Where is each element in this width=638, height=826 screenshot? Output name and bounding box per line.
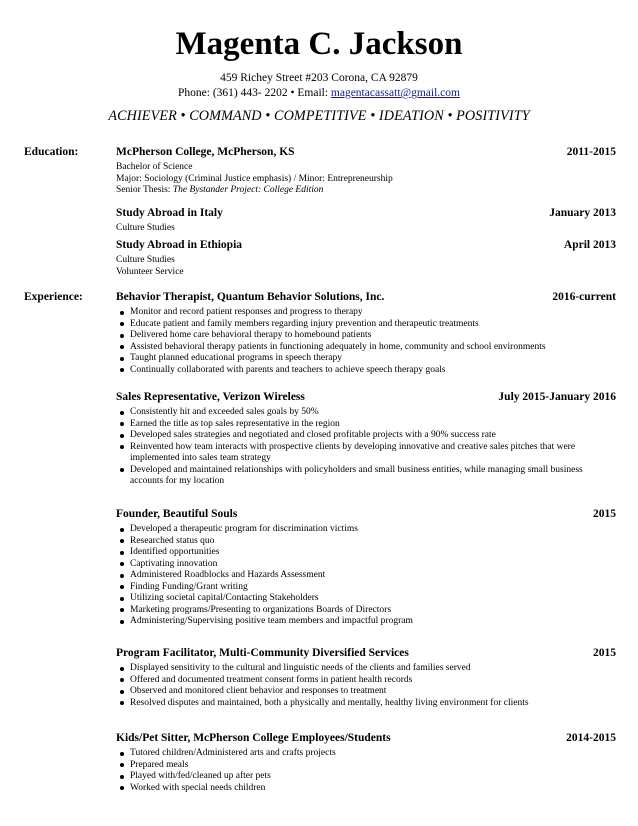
contact-phone: Phone: (361) 443- 2202 • Email: [178, 87, 331, 99]
entry-title: Program Facilitator, Multi-Community Diversified Services [116, 647, 409, 659]
bullet-item: Researched status quo [116, 536, 616, 548]
entry-date: 2015 [593, 647, 616, 659]
email-link[interactable]: magentacassatt@gmail.com [330, 87, 460, 99]
entry-title: Study Abroad in Italy [116, 207, 223, 219]
experience-entry [116, 731, 616, 794]
entry-date: 2016-current [552, 291, 616, 303]
contact-line [0, 86, 638, 101]
bullet-item: Reinvented how team interacts with prospective clients by developing innovative and creative sales pitches that were implemented into sales team strategy [116, 442, 616, 465]
entry-title: Study Abroad in Ethiopia [116, 239, 243, 251]
education-label: Education: [24, 146, 79, 158]
entry-line: Culture Studies [116, 255, 175, 265]
bullet-item: Consistently hit and exceeded sales goals by 50% [116, 407, 616, 419]
bullet-item: Played with/fed/cleaned up after pets [116, 771, 616, 783]
bullet-item: Marketing programs/Presenting to organizations Boards of Directors [116, 605, 616, 617]
entry-line: Bachelor of Science [116, 162, 193, 172]
bullet-item: Administered Roadblocks and Hazards Assessment [116, 570, 616, 582]
bullet-item: Delivered home care behavioral therapy to homebound patients [116, 330, 616, 342]
bullet-item: Developed sales strategies and negotiated and closed profitable projects with a 90% success rate [116, 430, 616, 442]
experience-entry [116, 390, 616, 488]
bullet-list [116, 307, 616, 376]
bullet-item: Captivating innovation [116, 559, 616, 571]
bullet-item: Tutored children/Administered arts and crafts projects [116, 748, 616, 760]
entry-line: Volunteer Service [116, 266, 184, 277]
bullet-list [116, 748, 616, 794]
bullet-item: Worked with special needs children [116, 783, 616, 795]
bullet-item: Assisted behavioral therapy patients in functioning adequately in home, community and school environments [116, 342, 616, 354]
bullet-item: Administering/Supervising positive team members and impactful program [116, 616, 616, 628]
bullet-item: Offered and documented treatment consent forms in patient health records [116, 675, 616, 687]
thesis-prefix: Senior Thesis: [116, 185, 173, 196]
bullet-item: Earned the title as top sales representative in the region [116, 419, 616, 431]
entry-date: January 2013 [549, 207, 616, 219]
bullet-item: Developed a therapeutic program for discrimination victims [116, 524, 616, 536]
bullet-list [116, 407, 616, 488]
entry-title: McPherson College, McPherson, KS [116, 146, 295, 158]
entry-title: Founder, Beautiful Souls [116, 508, 238, 520]
experience-entry [116, 646, 616, 709]
bullet-item: Educate patient and family members regarding injury prevention and therapeutic treatments [116, 319, 616, 331]
entry-line: Culture Studies [116, 223, 175, 233]
bullet-item: Finding Funding/Grant writing [116, 582, 616, 594]
entry-title: Sales Representative, Verizon Wireless [116, 391, 305, 403]
experience-entry [116, 507, 616, 628]
education-entry [116, 145, 616, 197]
address: 459 Richey Street #203 Corona, CA 92879 [220, 72, 418, 84]
bullet-list [116, 663, 616, 709]
entry-date: 2014-2015 [566, 732, 616, 744]
thesis-line [116, 185, 616, 197]
bullet-item: Resolved disputes and maintained, both a physically and mentally, healthy living environment for clients [116, 698, 616, 710]
bullet-item: Prepared meals [116, 760, 616, 772]
strengths-tagline: ACHIEVER • COMMAND • COMPETITIVE • IDEATION • POSITIVITY [108, 108, 530, 124]
bullet-item: Identified opportunities [116, 547, 616, 559]
experience-label: Experience: [24, 291, 83, 303]
bullet-item: Taught planned educational programs in speech therapy [116, 353, 616, 365]
education-entry [116, 206, 616, 235]
entry-date: July 2015-January 2016 [498, 391, 616, 403]
bullet-list [116, 524, 616, 628]
entry-title: Kids/Pet Sitter, McPherson College Employees/Students [116, 732, 391, 744]
bullet-item: Monitor and record patient responses and progress to therapy [116, 307, 616, 319]
education-entry [116, 238, 616, 278]
experience-entry [116, 290, 616, 376]
bullet-item: Displayed sensitivity to the cultural and linguistic needs of the clients and families served [116, 663, 616, 675]
bullet-item: Utilizing societal capital/Contacting Stakeholders [116, 593, 616, 605]
thesis-title: The Bystander Project: College Edition [172, 185, 324, 196]
bullet-item: Continually collaborated with parents and teachers to achieve speech therapy goals [116, 365, 616, 377]
bullet-item: Developed and maintained relationships with policyholders and small business entities, while managing small business accounts for my location [116, 465, 616, 488]
entry-date: April 2013 [563, 239, 616, 251]
entry-date: 2011-2015 [566, 146, 616, 158]
entry-title: Behavior Therapist, Quantum Behavior Solutions, Inc. [116, 291, 385, 303]
entry-line: Major: Sociology (Criminal Justice emphasis) / Minor: Entrepreneurship [116, 173, 393, 184]
bullet-item: Observed and monitored client behavior and responses to treatment [116, 686, 616, 698]
entry-date: 2015 [593, 508, 616, 520]
resume-name: Magenta C. Jackson [175, 26, 463, 62]
